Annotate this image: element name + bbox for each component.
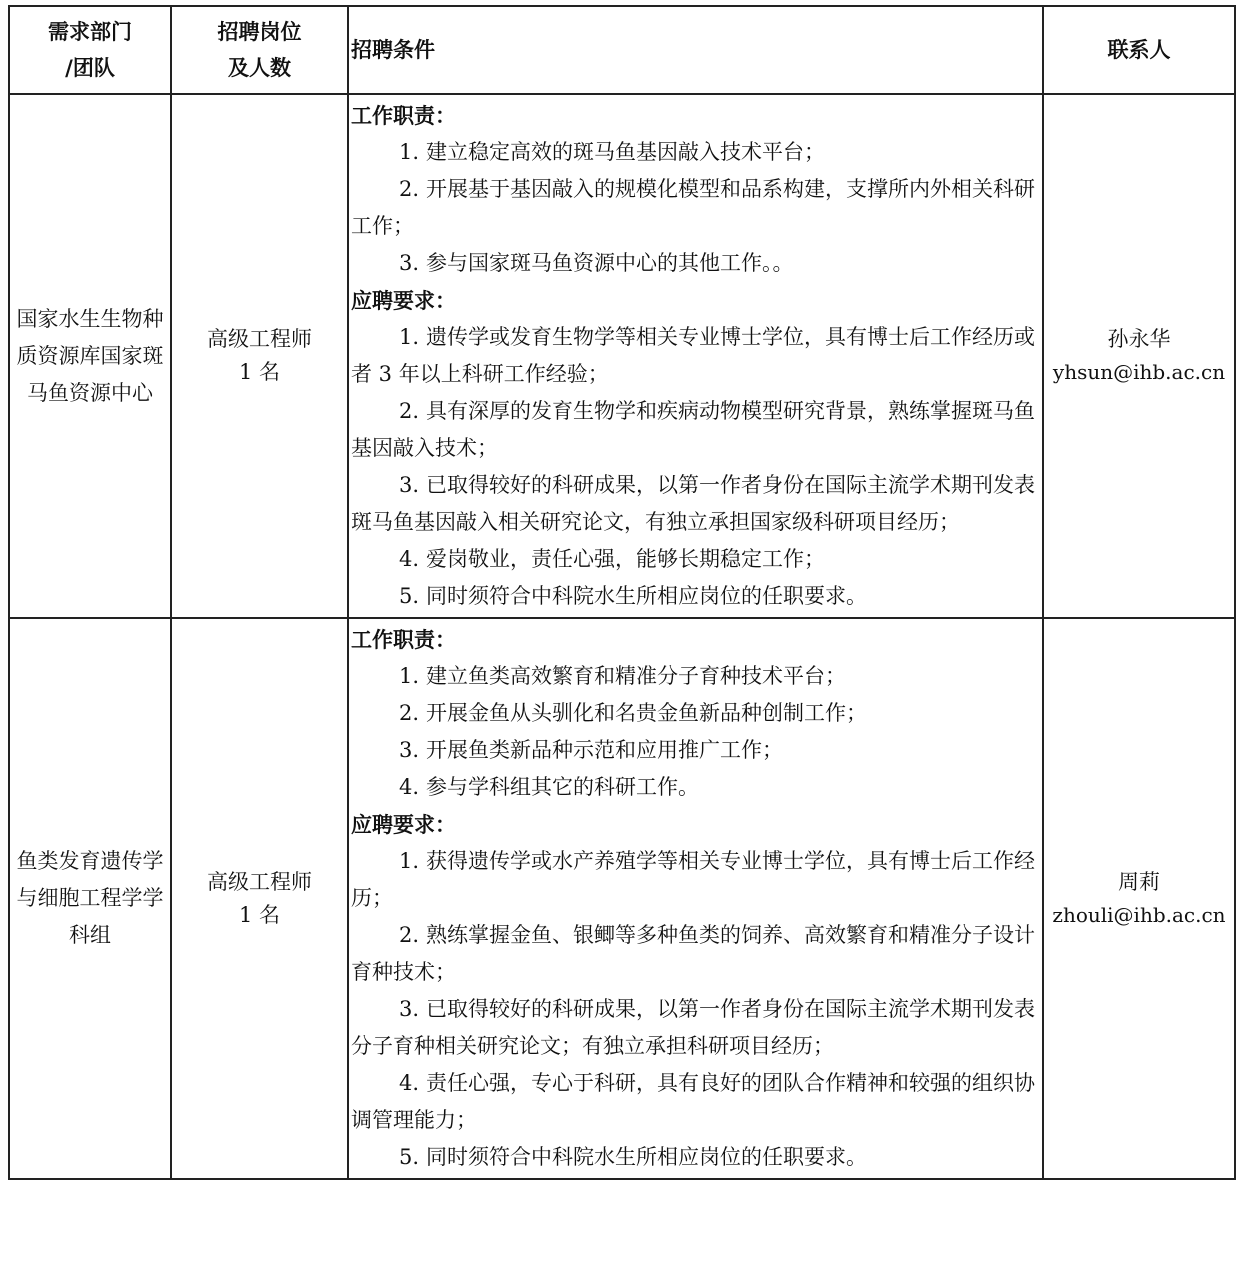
requirement-item (351, 541, 1040, 578)
requirements-title: 应聘要求： (351, 812, 456, 837)
requirement-text: 熟练掌握金鱼、银鲫等多种鱼类的饲养、高效繁育和精准分子设计育种技术； (351, 923, 1036, 984)
duty-text: 建立稳定高效的斑马鱼基因敲入技术平台； (426, 140, 826, 164)
contact-cell (1043, 94, 1235, 618)
position-title: 高级工程师 (207, 869, 312, 894)
header-conditions: 招聘条件 (348, 6, 1043, 94)
header-position-line1: 招聘岗位 (217, 19, 302, 44)
requirement-item (351, 917, 1040, 991)
position-count: 1 名 (238, 902, 281, 927)
requirement-number: 4. (399, 547, 420, 571)
position-cell (171, 618, 348, 1179)
requirement-text: 同时须符合中科院水生所相应岗位的任职要求。 (426, 584, 868, 608)
recruitment-table (8, 5, 1236, 1180)
duty-number: 4. (399, 775, 420, 799)
requirement-number: 1. (399, 849, 420, 873)
duty-item (351, 245, 1040, 282)
requirement-number: 3. (399, 473, 420, 497)
requirement-item (351, 991, 1040, 1065)
requirement-item (351, 1065, 1040, 1139)
duties-title: 工作职责： (351, 627, 456, 652)
position-title: 高级工程师 (207, 327, 312, 351)
requirement-text: 同时须符合中科院水生所相应岗位的任职要求。 (426, 1145, 868, 1169)
conditions-cell (348, 94, 1043, 618)
table-row (9, 618, 1235, 1179)
header-dept (9, 6, 171, 94)
duty-item (351, 134, 1040, 171)
contact-email: yhsun@ihb.ac.cn (1052, 360, 1226, 384)
requirement-item (351, 467, 1040, 541)
requirement-number: 2. (399, 923, 420, 947)
requirement-number: 1. (399, 325, 420, 349)
position-cell (171, 94, 348, 618)
duty-number: 1. (399, 140, 420, 164)
duty-item (351, 732, 1040, 769)
requirement-number: 5. (399, 1145, 420, 1169)
duty-text: 开展金鱼从头驯化和名贵金鱼新品种创制工作； (426, 701, 868, 725)
duty-number: 3. (399, 738, 420, 762)
contact-name: 周莉 (1118, 869, 1160, 894)
contact-cell (1043, 618, 1235, 1179)
requirement-text: 获得遗传学或水产养殖学等相关专业博士学位，具有博士后工作经历； (351, 849, 1036, 910)
requirement-item (351, 393, 1040, 467)
requirement-text: 遗传学或发育生物学等相关专业博士学位，具有博士后工作经历或者 3 年以上科研工作经验； (351, 325, 1036, 386)
requirement-item (351, 843, 1040, 917)
dept-cell (9, 618, 171, 1179)
dept-cell (9, 94, 171, 618)
requirement-text: 具有深厚的发育生物学和疾病动物模型研究背景，熟练掌握斑马鱼基因敲入技术； (351, 399, 1036, 460)
duty-item (351, 695, 1040, 732)
header-dept-line1: 需求部门 (48, 19, 132, 44)
table-row (9, 94, 1235, 618)
duty-text: 开展鱼类新品种示范和应用推广工作； (426, 738, 784, 762)
requirement-text: 已取得较好的科研成果，以第一作者身份在国际主流学术期刊发表斑马鱼基因敲入相关研究论文，有独立承担国家级科研项目经历； (351, 473, 1036, 534)
duty-item (351, 769, 1040, 806)
header-position-line2: 及人数 (228, 55, 291, 80)
requirement-text: 已取得较好的科研成果，以第一作者身份在国际主流学术期刊发表分子育种相关研究论文；有独立承担科研项目经历； (351, 997, 1036, 1058)
requirement-number: 3. (399, 997, 420, 1021)
contact-name: 孙永华 (1107, 327, 1171, 351)
duty-text: 开展基于基因敲入的规模化模型和品系构建，支撑所内外相关科研工作； (351, 177, 1036, 238)
header-row (9, 6, 1235, 94)
dept-name: 鱼类发育遗传学与细胞工程学学科组 (16, 849, 164, 947)
conditions-cell (348, 618, 1043, 1179)
requirement-number: 5. (399, 584, 420, 608)
duties-title: 工作职责： (351, 103, 456, 128)
requirement-item (351, 578, 1040, 615)
duty-text: 参与学科组其它的科研工作。 (426, 775, 700, 799)
requirement-number: 2. (399, 399, 420, 423)
dept-name: 国家水生生物种质资源库国家斑马鱼资源中心 (16, 306, 164, 405)
header-position (171, 6, 348, 94)
requirement-number: 4. (399, 1071, 420, 1095)
requirement-text: 责任心强，专心于科研，具有良好的团队合作精神和较强的组织协调管理能力； (351, 1071, 1036, 1132)
duty-text: 参与国家斑马鱼资源中心的其他工作。。 (426, 251, 794, 275)
position-count: 1 名 (238, 360, 281, 384)
duty-number: 3. (399, 251, 420, 275)
duty-number: 2. (399, 701, 420, 725)
duty-number: 1. (399, 664, 420, 688)
duty-item (351, 658, 1040, 695)
header-dept-line2: /团队 (65, 55, 115, 80)
requirement-text: 爱岗敬业，责任心强，能够长期稳定工作； (426, 547, 826, 571)
requirements-title: 应聘要求： (351, 288, 456, 313)
duty-item (351, 171, 1040, 245)
duty-text: 建立鱼类高效繁育和精准分子育种技术平台； (426, 664, 847, 688)
requirement-item (351, 1139, 1040, 1176)
contact-email: zhouli@ihb.ac.cn (1052, 902, 1226, 927)
duty-number: 2. (399, 177, 420, 201)
requirement-item (351, 319, 1040, 393)
header-contact: 联系人 (1043, 6, 1235, 94)
